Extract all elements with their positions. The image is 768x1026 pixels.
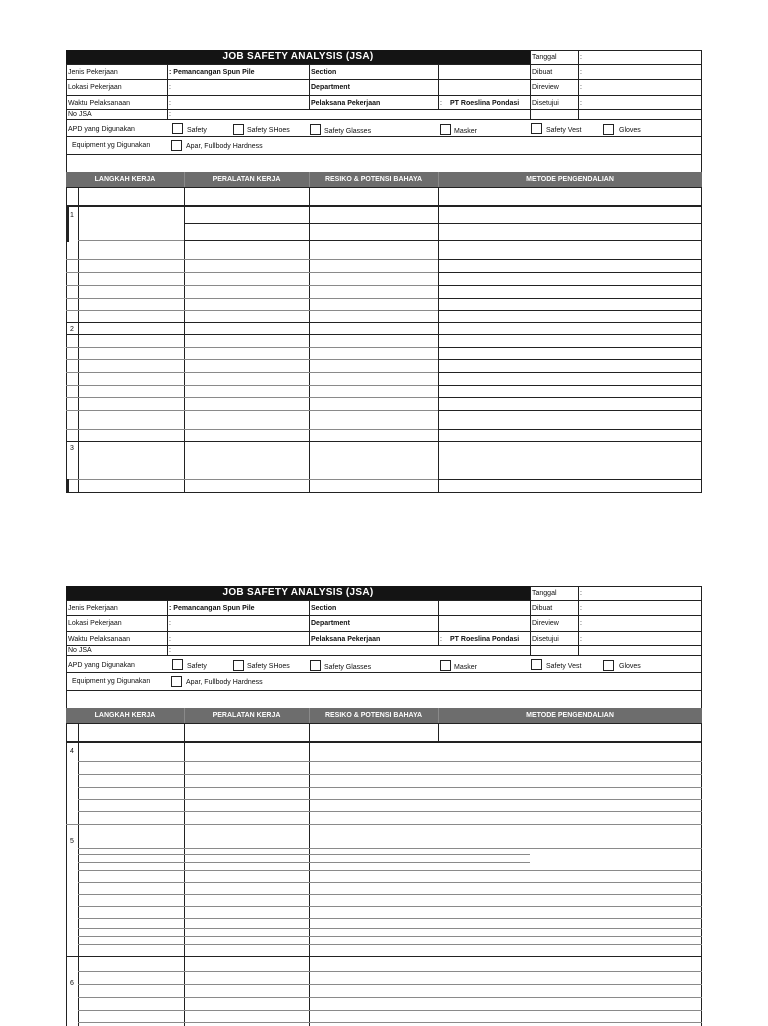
equipment-item: Apar, Fullbody Hardness [186,143,263,150]
equipment-checkbox[interactable] [171,140,182,151]
safety-checkbox[interactable] [172,659,183,670]
jsa-sheet-2 [66,586,702,1026]
disetujui-colon: : [580,100,582,107]
direview-colon: : [580,84,582,91]
safety-vest-checkbox[interactable] [531,659,542,670]
gloves-checkbox[interactable] [603,124,614,135]
equipment-label: Equipment yg Digunakan [72,678,151,685]
jsa-sheet-1 [66,50,702,493]
jenis-value: : Pemancangan Spun Pile [169,605,255,612]
waktu-colon: : [169,636,171,643]
form-title: JOB SAFETY ANALYSIS (JSA) [222,587,374,598]
safety-checkbox[interactable] [172,123,183,134]
disetujui-label: Disetujui [532,100,559,107]
step-number: 4 [70,748,74,755]
nojsa-colon: : [169,647,171,654]
department-label: Department [311,84,350,91]
section-label: Section [311,605,337,612]
tanggal-label: Tanggal [532,54,557,61]
col-langkah-kerja: LANGKAH KERJA [94,176,156,183]
safety-vest-label: Safety Vest [546,127,582,134]
form-title: JOB SAFETY ANALYSIS (JSA) [222,51,374,62]
dibuat-label: Dibuat [532,605,553,612]
gloves-label: Gloves [619,663,641,670]
pelaksana-label: Pelaksana Pekerjaan [311,100,381,107]
direview-label: Direview [532,620,559,627]
lokasi-label: Lokasi Pekerjaan [68,620,122,627]
gloves-label: Gloves [619,127,641,134]
jenis-label: Jenis Pekerjaan [68,605,118,612]
equipment-item: Apar, Fullbody Hardness [186,679,263,686]
safety-glasses-label: Safety Glasses [324,128,372,135]
apd-label: APD yang Digunakan [68,126,135,133]
masker-label: Masker [454,664,477,671]
safety-label: Safety [187,127,207,134]
step-number: 2 [70,326,74,333]
tanggal-colon: : [580,54,582,61]
nojsa-label: No JSA [68,647,92,654]
col-peralatan-kerja: PERALATAN KERJA [212,176,281,183]
disetujui-label: Disetujui [532,636,559,643]
jenis-label: Jenis Pekerjaan [68,69,118,76]
gloves-checkbox[interactable] [603,660,614,671]
safety-vest-label: Safety Vest [546,663,582,670]
safety-shoes-checkbox[interactable] [233,124,244,135]
pelaksana-label: Pelaksana Pekerjaan [311,636,381,643]
pelaksana-value: PT Roeslina Pondasi [450,636,520,643]
col-resiko-bahaya: RESIKO & POTENSI BAHAYA [324,176,423,183]
dibuat-colon: : [580,605,582,612]
jenis-value: : Pemancangan Spun Pile [169,69,255,76]
step-number: 3 [70,445,74,452]
sheet-border [66,586,702,1026]
lokasi-label: Lokasi Pekerjaan [68,84,122,91]
safety-label: Safety [187,663,207,670]
col-langkah-kerja: LANGKAH KERJA [94,712,156,719]
equipment-label: Equipment yg Digunakan [72,142,151,149]
col-metode-pengendalian: METODE PENGENDALIAN [526,712,614,719]
pelaksana-colon: : [440,100,442,107]
step-number: 1 [70,212,74,219]
safety-glasses-label: Safety Glasses [324,664,372,671]
masker-checkbox[interactable] [440,124,451,135]
nojsa-colon: : [169,111,171,118]
waktu-colon: : [169,100,171,107]
pelaksana-colon: : [440,636,442,643]
safety-shoes-checkbox[interactable] [233,660,244,671]
dibuat-colon: : [580,69,582,76]
step-number: 5 [70,838,74,845]
disetujui-colon: : [580,636,582,643]
direview-colon: : [580,620,582,627]
col-metode-pengendalian: METODE PENGENDALIAN [526,176,614,183]
waktu-label: Waktu Pelaksanaan [68,100,130,107]
col-resiko-bahaya: RESIKO & POTENSI BAHAYA [324,712,423,719]
dibuat-label: Dibuat [532,69,553,76]
direview-label: Direview [532,84,559,91]
pelaksana-value: PT Roeslina Pondasi [450,100,520,107]
tanggal-colon: : [580,590,582,597]
safety-glasses-checkbox[interactable] [310,124,321,135]
tanggal-label: Tanggal [532,590,557,597]
section-label: Section [311,69,337,76]
step-number: 6 [70,980,74,987]
nojsa-label: No JSA [68,111,92,118]
equipment-checkbox[interactable] [171,676,182,687]
masker-label: Masker [454,128,477,135]
safety-shoes-label: Safety SHoes [247,663,290,670]
lokasi-colon: : [169,620,171,627]
safety-glasses-checkbox[interactable] [310,660,321,671]
lokasi-colon: : [169,84,171,91]
safety-shoes-label: Safety SHoes [247,127,290,134]
col-peralatan-kerja: PERALATAN KERJA [212,712,281,719]
waktu-label: Waktu Pelaksanaan [68,636,130,643]
apd-label: APD yang Digunakan [68,662,135,669]
masker-checkbox[interactable] [440,660,451,671]
department-label: Department [311,620,350,627]
safety-vest-checkbox[interactable] [531,123,542,134]
